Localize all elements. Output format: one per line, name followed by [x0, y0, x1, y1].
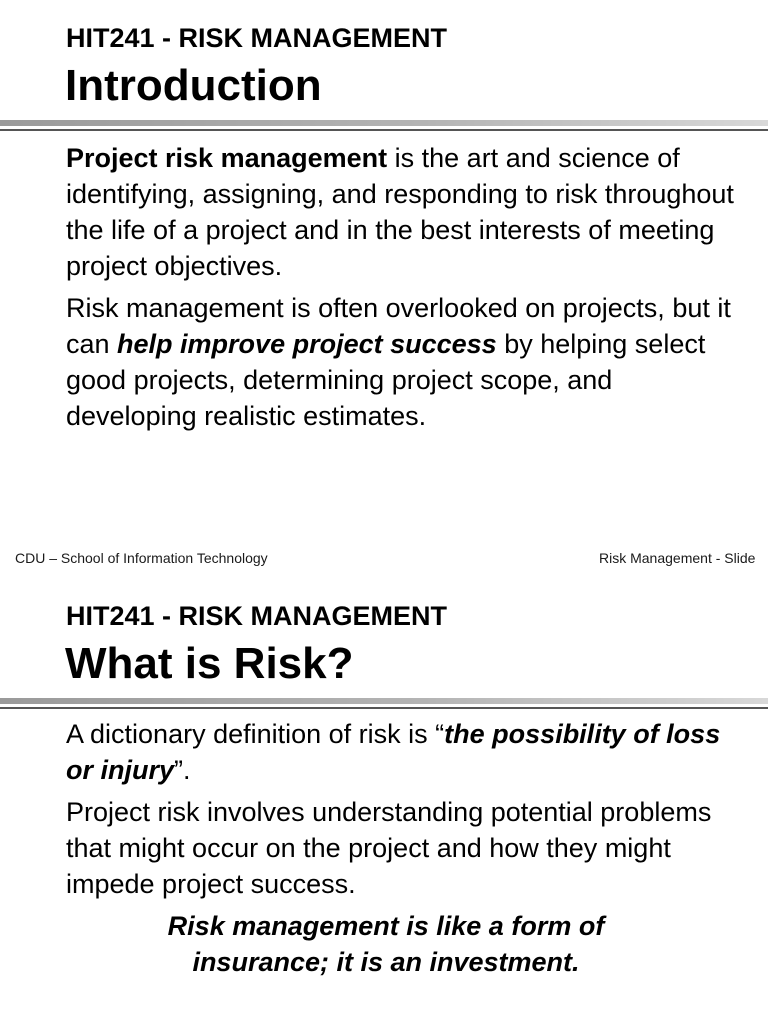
course-heading: HIT241 - RISK MANAGEMENT	[66, 23, 448, 53]
course-heading: HIT241 - RISK MANAGEMENT	[66, 601, 448, 631]
title-divider	[0, 120, 768, 132]
paragraph-text: is the art and science of identifying, assigning, and responding to risk throughout the life of a project and in the best interests of meeting project objectives.	[66, 143, 734, 281]
statement-line-1: Risk management is like a form of	[167, 911, 605, 941]
bold-term: Project risk management	[66, 143, 388, 173]
paragraph-insurance-statement	[66, 908, 706, 980]
slide-body	[66, 140, 746, 440]
paragraph-text: ”.	[174, 755, 191, 785]
statement-line-2: insurance; it is an investment.	[192, 947, 580, 977]
divider-thin-line	[0, 129, 768, 131]
title-divider	[0, 698, 768, 710]
paragraph-text: by helping select good projects, determining project scope, and developing realistic estimates.	[66, 329, 706, 431]
slide-body	[66, 716, 746, 986]
divider-thick-line	[0, 120, 768, 126]
paragraph-project-risk: Project risk involves understanding potential problems that might occur on the project and how they might impede project success.	[66, 797, 712, 899]
divider-thick-line	[0, 698, 768, 704]
footer-slide-label: Risk Management - Slide	[599, 550, 756, 566]
paragraph-text: Risk management is often overlooked on projects, but it can	[66, 293, 731, 359]
divider-thin-line	[0, 707, 768, 709]
paragraph-definition	[66, 140, 746, 284]
slide-title: Introduction	[65, 61, 322, 110]
paragraph-dictionary-definition	[66, 716, 746, 788]
footer-school: CDU – School of Information Technology	[15, 550, 268, 566]
emphasis-text: help improve project success	[117, 329, 497, 359]
slide-title: What is Risk?	[65, 639, 354, 688]
paragraph-text: A dictionary definition of risk is “	[66, 719, 445, 749]
emphasis-text: the possibility of loss or injury	[66, 719, 721, 785]
paragraph-benefits	[66, 290, 746, 434]
slide-what-is-risk	[0, 578, 768, 1024]
